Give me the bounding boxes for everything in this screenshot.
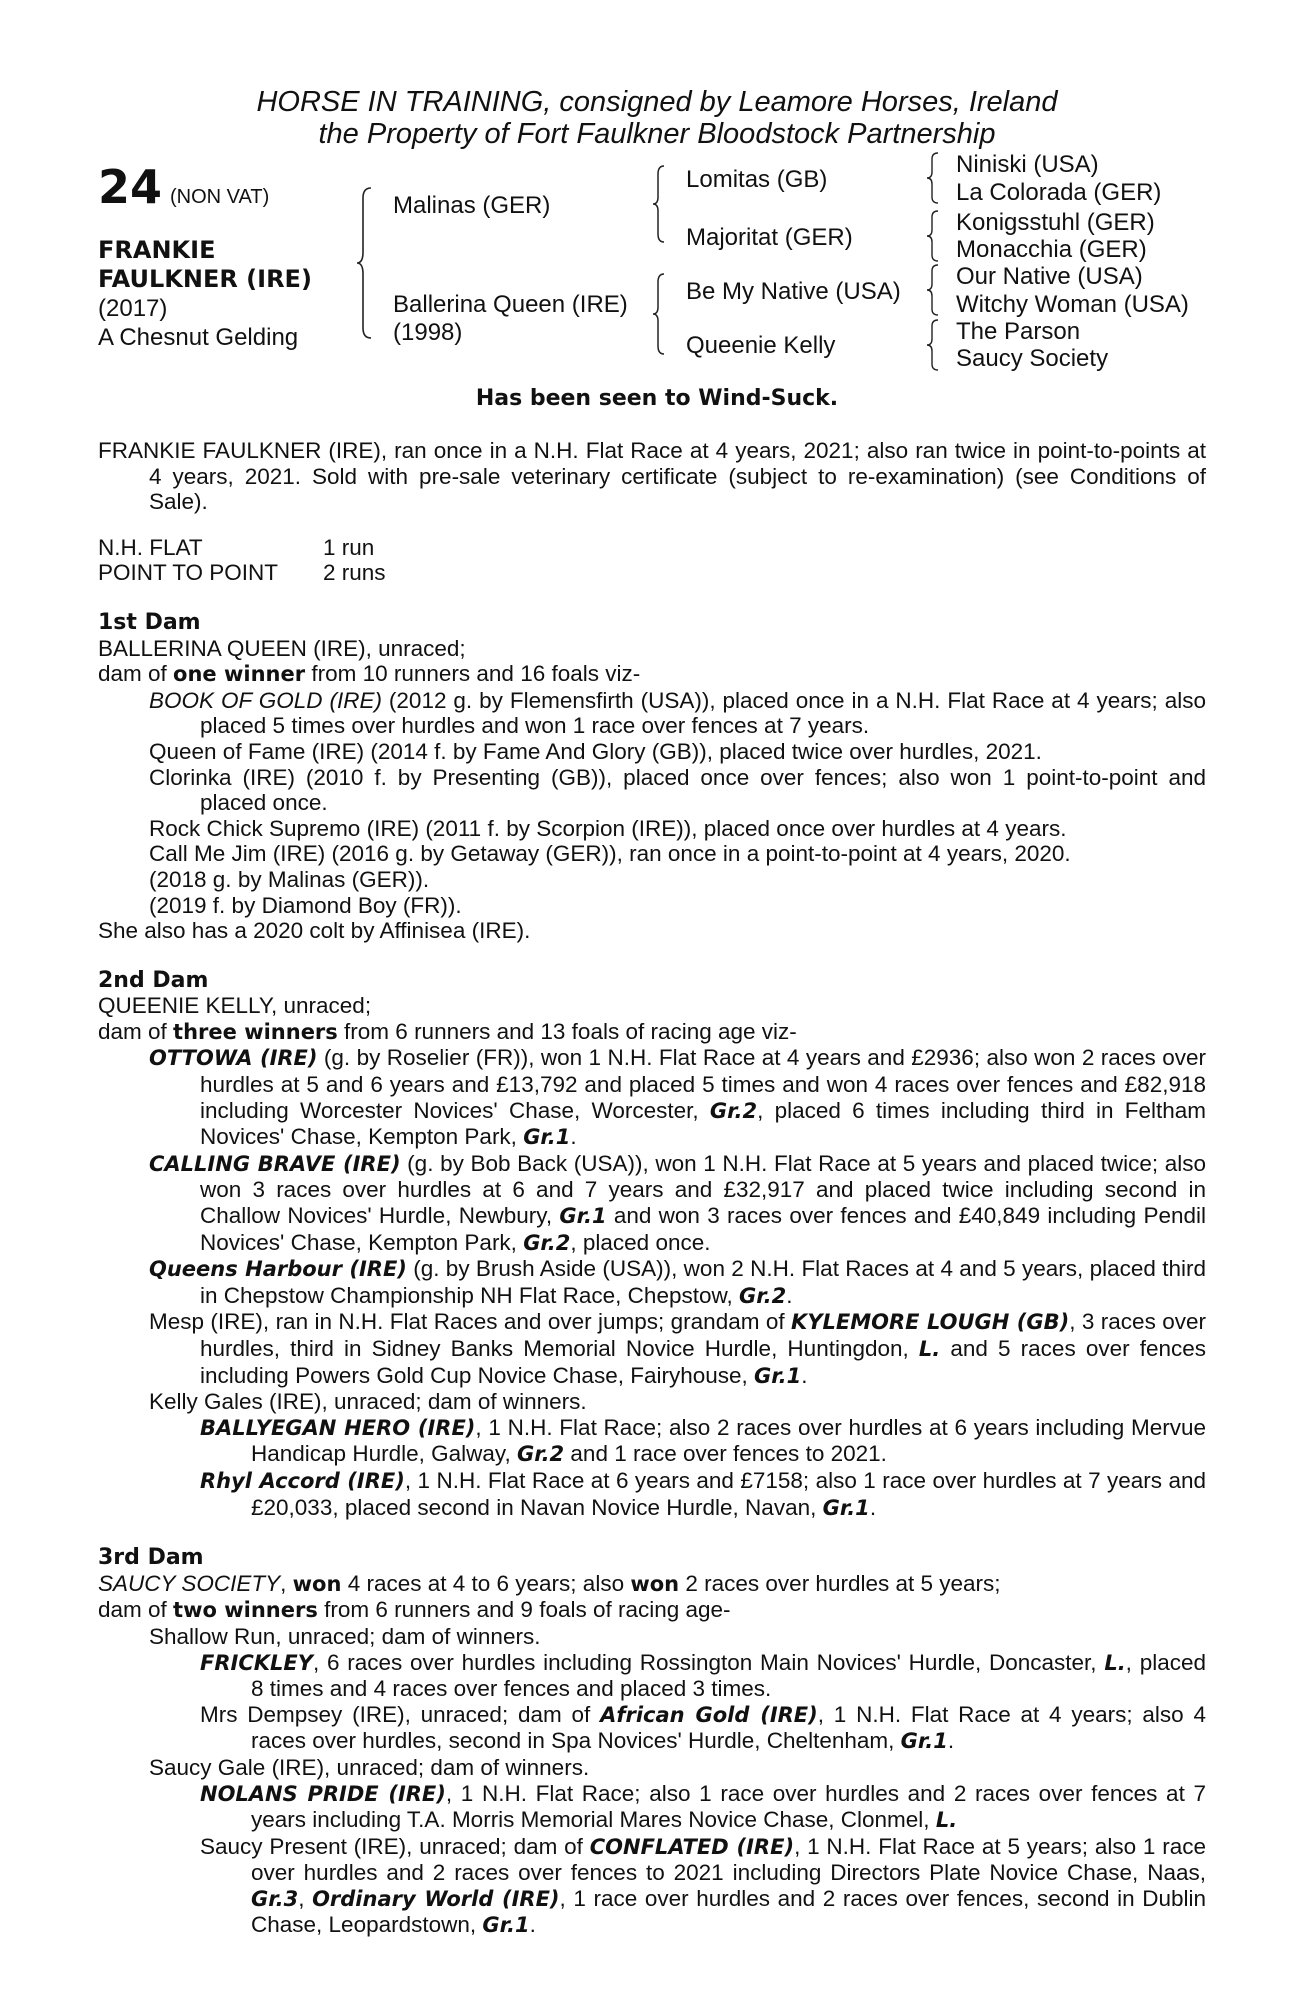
- pedigree-g3-3: Konigsstuhl (GER): [956, 209, 1155, 236]
- pedigree-brace-g2: [925, 209, 941, 263]
- produce-entry: Queens Harbour (IRE) (g. by Brush Aside (USA)), won 2 N.H. Flat Races at 4 and 5 years, placed third in Chepstow Championship NH Flat Race, Chepstow, Gr.2.: [149, 1256, 1206, 1308]
- runs-table: [98, 535, 386, 586]
- pedigree-dam-sire: Be My Native (USA): [686, 278, 901, 305]
- pedigree-g3-6: Witchy Woman (USA): [956, 291, 1189, 318]
- grandproduce-entry: FRICKLEY, 6 races over hurdles including Rossington Main Novices' Hurdle, Doncaster, L., placed 8 times and 4 races over fences and placed 3 times.: [200, 1649, 1206, 1702]
- second-dam-heading: 2nd Dam: [98, 967, 209, 993]
- pedigree-g3-7: The Parson: [956, 318, 1081, 345]
- second-dam-produce-summary: dam of three winners from 6 runners and 13 foals of racing age viz-: [98, 1018, 797, 1044]
- first-dam-produce-summary: dam of one winner from 10 runners and 16 foals viz-: [98, 661, 641, 687]
- first-dam-line: BALLERINA QUEEN (IRE), unraced;: [98, 635, 466, 661]
- pedigree-g3-2: La Colorada (GER): [956, 179, 1162, 206]
- pedigree-brace-g4: [925, 318, 941, 372]
- runs-value: 2 runs: [323, 560, 386, 586]
- runs-row: [98, 560, 386, 586]
- header-line-2: the Property of Fort Faulkner Bloodstock Partnership: [318, 118, 996, 150]
- produce-entry: (2019 f. by Diamond Boy (FR)).: [149, 892, 462, 918]
- pedigree-g3-5: Our Native (USA): [956, 263, 1143, 290]
- third-dam-produce-summary: dam of two winners from 6 runners and 9 foals of racing age-: [98, 1597, 731, 1623]
- vat-status: (NON VAT): [170, 186, 270, 208]
- produce-entry: Saucy Gale (IRE), unraced; dam of winners.: [149, 1754, 590, 1780]
- second-dam-line: QUEENIE KELLY, unraced;: [98, 993, 372, 1019]
- pedigree-dam-year: (1998): [393, 319, 463, 346]
- horse-name-line-1: FRANKIE: [98, 236, 216, 264]
- horse-description: A Chesnut Gelding: [98, 324, 299, 351]
- horse-details: [98, 236, 312, 352]
- pedigree-sire: Malinas (GER): [393, 192, 551, 219]
- first-dam-heading: 1st Dam: [98, 609, 201, 635]
- runs-row: [98, 535, 386, 561]
- first-dam-closing: She also has a 2020 colt by Affinisea (IRE).: [98, 918, 531, 944]
- wind-suck-notice: Has been seen to Wind-Suck.: [475, 386, 839, 411]
- pedigree-g3-1: Niniski (USA): [956, 151, 1099, 178]
- produce-entry: Call Me Jim (IRE) (2016 g. by Getaway (GER)), ran once in a point-to-point at 4 years, 2020.: [149, 841, 1071, 867]
- produce-entry: Clorinka (IRE) (2010 f. by Presenting (GB)), placed once over fences; also won 1 point-to-point and placed once.: [149, 764, 1206, 816]
- produce-entry: Mesp (IRE), ran in N.H. Flat Races and over jumps; grandam of KYLEMORE LOUGH (GB), 3 races over hurdles, third in Sidney Banks Memorial Novice Hurdle, Huntingdon, L. and 5 races over fences including Powers Gold Cup Novice Chase, Fairyhouse, Gr.1.: [149, 1309, 1206, 1388]
- intro-paragraph: FRANKIE FAULKNER (IRE), ran once in a N.H. Flat Race at 4 years, 2021; also ran twice in point-to-points at 4 years, 2021. Sold with pre-sale veterinary certificate (subject to re-examination) (see Conditions of Sale).: [98, 438, 1206, 515]
- header-line-1: HORSE IN TRAINING, consigned by Leamore Horses, Ireland: [256, 86, 1058, 118]
- pedigree-brace-g1: [925, 151, 941, 205]
- horse-year: (2017): [98, 295, 168, 322]
- produce-entry: (2018 g. by Malinas (GER)).: [149, 866, 430, 892]
- produce-entry: Kelly Gales (IRE), unraced; dam of winners.: [149, 1389, 587, 1415]
- catalogue-body: [98, 438, 1206, 1939]
- pedigree-g3-8: Saucy Society: [956, 345, 1109, 372]
- pedigree-dam-dam: Queenie Kelly: [686, 332, 836, 359]
- grandproduce-entry: Saucy Present (IRE), unraced; dam of CONFLATED (IRE), 1 N.H. Flat Race at 5 years; also 1 race over hurdles and 2 races over fences to 2021 including Directors Plate Novice Chase, Naas, Gr.3, Ordinary World (IRE), 1 race over hurdles and 2 races over fences, second in Dublin Chase, Leopardstown, Gr.1.: [200, 1833, 1207, 1938]
- pedigree-brace-dam: [651, 272, 667, 356]
- runs-label: N.H. FLAT: [98, 534, 203, 560]
- lot-number: 24: [98, 160, 163, 214]
- third-dam-line: SAUCY SOCIETY, won 4 races at 4 to 6 years; also won 2 races over hurdles at 5 years;: [98, 1570, 1001, 1596]
- produce-entry: CALLING BRAVE (IRE) (g. by Bob Back (USA)), won 1 N.H. Flat Race at 5 years and placed twice; also won 3 races over hurdles at 6 and 7 years and £32,917 and placed twice including second in Challow Novices' Hurdle, Newbury, Gr.1 and won 3 races over fences and £40,849 including Pendil Novices' Chase, Kempton Park, Gr.2, placed once.: [149, 1150, 1207, 1255]
- grandproduce-entry: BALLYEGAN HERO (IRE), 1 N.H. Flat Race; also 2 races over hurdles at 6 years including Mervue Handicap Hurdle, Galway, Gr.2 and 1 race over fences to 2021.: [200, 1414, 1206, 1467]
- grandproduce-entry: Mrs Dempsey (IRE), unraced; dam of African Gold (IRE), 1 N.H. Flat Race at 4 years; also 4 races over hurdles, second in Spa Novices' Hurdle, Cheltenham, Gr.1.: [200, 1701, 1206, 1754]
- grandproduce-entry: Rhyl Accord (IRE), 1 N.H. Flat Race at 6 years and £7158; also 1 race over hurdles at 7 years and £20,033, placed second in Navan Novice Hurdle, Navan, Gr.1.: [200, 1467, 1207, 1520]
- produce-entry: Shallow Run, unraced; dam of winners.: [149, 1623, 541, 1649]
- pedigree-sire-dam: Majoritat (GER): [686, 224, 853, 251]
- pedigree-brace-gen1: [355, 186, 375, 340]
- grandproduce-entry: NOLANS PRIDE (IRE), 1 N.H. Flat Race; also 1 race over hurdles and 2 races over fences at 7 years including T.A. Morris Memorial Mares Novice Chase, Clonmel, L.: [200, 1780, 1206, 1833]
- pedigree-brace-sire: [651, 164, 667, 244]
- produce-entry: Rock Chick Supremo (IRE) (2011 f. by Scorpion (IRE)), placed once over hurdles at 4 years.: [149, 815, 1067, 841]
- runs-value: 1 run: [323, 534, 375, 560]
- produce-entry: Queen of Fame (IRE) (2014 f. by Fame And Glory (GB)), placed twice over hurdles, 2021.: [149, 738, 1042, 764]
- lot-block: [98, 160, 269, 214]
- horse-name-line-2: FAULKNER (IRE): [98, 265, 312, 293]
- produce-entry: BOOK OF GOLD (IRE) (2012 g. by Flemensfirth (USA)), placed once in a N.H. Flat Race at 4 years; also placed 5 times over hurdles and won 1 race over fences at 7 years.: [149, 687, 1206, 739]
- runs-label: POINT TO POINT: [98, 560, 279, 586]
- produce-entry: OTTOWA (IRE) (g. by Roselier (FR)), won 1 N.H. Flat Race at 4 years and £2936; also won 2 races over hurdles at 5 and 6 years and £13,792 and placed 5 times and won 4 races over fences and £82,918 including Worcester Novices' Chase, Worcester, Gr.2, placed 6 times including third in Feltham Novices' Chase, Kempton Park, Gr.1.: [149, 1045, 1206, 1150]
- pedigree-dam: Ballerina Queen (IRE): [393, 291, 628, 318]
- pedigree-sire-sire: Lomitas (GB): [686, 166, 828, 193]
- pedigree-brace-g3: [925, 263, 941, 317]
- third-dam-heading: 3rd Dam: [98, 1545, 204, 1571]
- pedigree-g3-4: Monacchia (GER): [956, 236, 1147, 263]
